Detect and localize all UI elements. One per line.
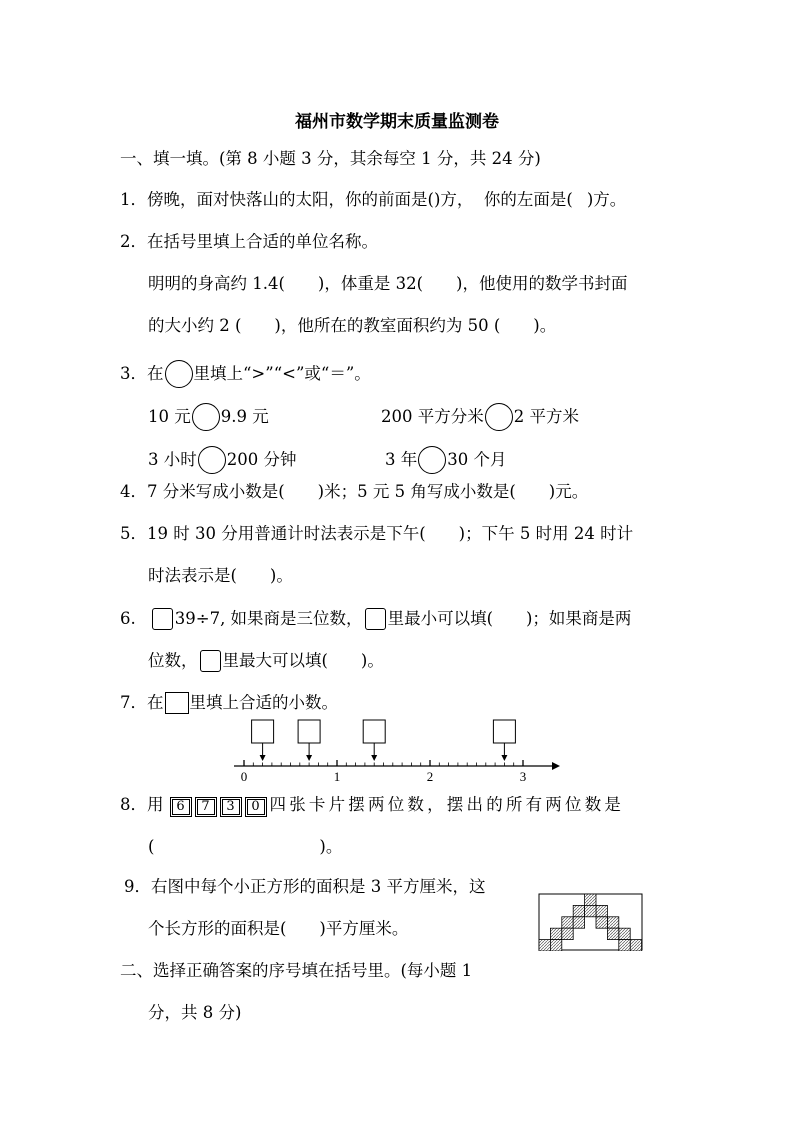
staircase-rectangle-figure xyxy=(538,893,644,951)
unit-square xyxy=(619,928,630,939)
answer-box[interactable] xyxy=(298,720,320,761)
pointer-arrow-icon xyxy=(260,755,266,761)
unit-square xyxy=(550,940,561,951)
answer-box-rect[interactable] xyxy=(493,720,515,743)
q3-d-left: 3 年 xyxy=(385,450,418,469)
digit-box-icon[interactable] xyxy=(365,608,386,630)
unit-square xyxy=(596,905,607,916)
question-8-line1 xyxy=(120,794,624,817)
unit-square xyxy=(607,928,618,939)
unit-square xyxy=(539,940,550,951)
q6-number: 6. xyxy=(120,609,136,628)
question-5-line2: 时法表示是( )。 xyxy=(148,566,293,585)
number-line-arrow-icon xyxy=(552,762,560,770)
digit-box-icon[interactable] xyxy=(152,608,173,630)
question-6-line2 xyxy=(148,650,384,672)
q3-a-left: 10 元 xyxy=(148,407,191,426)
question-8-line2: ( )。 xyxy=(148,837,343,856)
q3-item-c xyxy=(148,446,297,474)
tick-label: 1 xyxy=(333,769,341,784)
unit-square xyxy=(573,905,584,916)
pointer-arrow-icon xyxy=(371,755,377,761)
q3-d-right: 30 个月 xyxy=(447,450,507,469)
digit-card: 3 xyxy=(220,797,242,817)
question-1 xyxy=(120,189,626,211)
tick-label: 0 xyxy=(240,769,248,784)
question-4: 4．7 分米写成小数是( )米；5 元 5 角写成小数是( )元。 xyxy=(120,482,589,501)
compare-circle-icon[interactable] xyxy=(198,446,226,474)
compare-circle-icon[interactable] xyxy=(418,446,446,474)
question-5-line1: 5．19 时 30 分用普通计时法表示是下午( )；下午 5 时用 24 时计 xyxy=(120,524,634,543)
q3-b-left: 200 平方分米 xyxy=(381,407,484,426)
question-3 xyxy=(120,360,371,388)
tick-label: 3 xyxy=(519,769,527,784)
unit-square xyxy=(607,917,618,928)
pointer-arrow-icon xyxy=(501,755,507,761)
unit-square xyxy=(573,917,584,928)
q3-item-a xyxy=(148,403,269,431)
question-7 xyxy=(120,692,338,714)
unit-square xyxy=(630,940,641,951)
compare-circle-icon[interactable] xyxy=(192,403,220,431)
digit-card: 6 xyxy=(170,797,192,817)
q3-item-b xyxy=(381,403,579,431)
q6-text-1: 39÷7, 如果商是三位数， xyxy=(174,609,363,628)
question-9-line1: 9．右图中每个小正方形的面积是 3 平方厘米，这 xyxy=(124,877,486,896)
question-2-line2: 明明的身高约 1.4( )，体重是 32( )，他使用的数学书封面 xyxy=(148,274,628,293)
unit-square xyxy=(550,928,561,939)
tick-label: 2 xyxy=(426,769,434,784)
number-line-ticks xyxy=(244,760,523,766)
q3-tail: 里填上“>”“<”或“＝”。 xyxy=(193,364,371,383)
q1-text-a: 1．傍晚，面对快落山的太阳，你的前面是( xyxy=(120,190,434,209)
number-line xyxy=(230,715,565,785)
q7-lead: 7．在 xyxy=(120,693,164,712)
q8-tail: 四张卡片摆两位数，摆出的所有两位数是 xyxy=(269,795,625,814)
answer-box-rect[interactable] xyxy=(363,720,385,743)
section2-heading-line1: 二、选择正确答案的序号填在括号里。(每小题 1 xyxy=(120,961,473,980)
question-9-line2: 个长方形的面积是( )平方厘米。 xyxy=(148,919,409,938)
question-2-line3: 的大小约 2 ( )，他所在的教室面积约为 50 ( )。 xyxy=(148,316,557,335)
unit-square xyxy=(585,905,596,916)
digit-box-icon[interactable] xyxy=(200,650,221,672)
unit-square xyxy=(562,917,573,928)
answer-box-icon xyxy=(165,692,189,714)
compare-circle-icon[interactable] xyxy=(485,403,513,431)
digit-card: 7 xyxy=(195,797,217,817)
q6-text-3: 位数， xyxy=(148,651,198,670)
q3-a-right: 9.9 元 xyxy=(220,407,269,426)
section1-heading: 一、填一填。(第 8 小题 3 分，其余每空 1 分，共 24 分) xyxy=(120,149,541,168)
unit-square xyxy=(585,894,596,905)
q1-text-b: )方， 你的左面是( xyxy=(433,190,573,209)
question-6-line1 xyxy=(120,608,631,630)
pointer-arrow-icon xyxy=(306,755,312,761)
q3-lead: 3．在 xyxy=(120,364,164,383)
q6-text-4: 里最大可以填( )。 xyxy=(222,651,384,670)
unit-square xyxy=(596,917,607,928)
q7-tail: 里填上合适的小数。 xyxy=(189,693,338,712)
answer-box[interactable] xyxy=(363,720,385,761)
unit-square xyxy=(619,940,630,951)
question-2-line1: 2．在括号里填上合适的单位名称。 xyxy=(120,232,378,251)
q3-c-right: 200 分钟 xyxy=(226,450,297,469)
q3-b-right: 2 平方米 xyxy=(513,407,579,426)
section2-heading-line2: 分，共 8 分) xyxy=(148,1003,242,1022)
number-line-labels xyxy=(241,769,527,784)
page-title: 福州市数学期末质量监测卷 xyxy=(295,112,499,132)
compare-circle-icon xyxy=(165,360,193,388)
unit-square xyxy=(562,928,573,939)
q8-lead: 8．用 xyxy=(120,795,164,814)
answer-box-rect[interactable] xyxy=(252,720,274,743)
q3-c-left: 3 小时 xyxy=(148,450,197,469)
q3-item-d xyxy=(385,446,507,474)
number-line-boxes xyxy=(252,720,516,761)
q1-text-c: )方。 xyxy=(586,190,627,209)
answer-box[interactable] xyxy=(493,720,515,761)
answer-box[interactable] xyxy=(252,720,274,761)
digit-card: 0 xyxy=(245,797,267,817)
answer-box-rect[interactable] xyxy=(298,720,320,743)
q6-text-2: 里最小可以填( )；如果商是两 xyxy=(387,609,632,628)
